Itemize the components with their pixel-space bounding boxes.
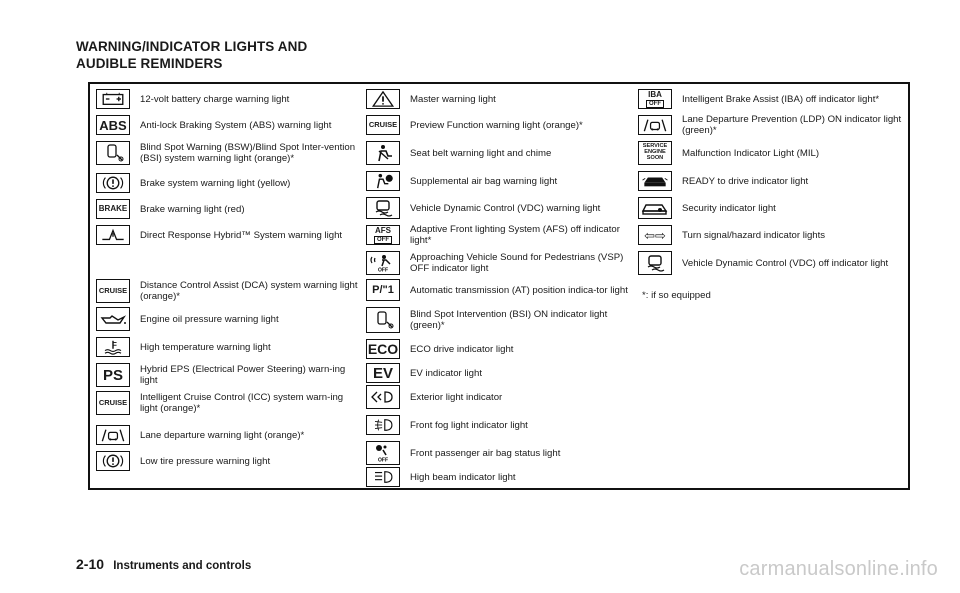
indicator-row	[366, 224, 636, 246]
indicator-label: Brake system warning light (yellow)	[140, 177, 291, 189]
blind-spot-icon	[96, 141, 130, 165]
indicator-label: ECO drive indicator light	[410, 343, 514, 355]
icon-glyph: SERVICE ENGINE SOON	[642, 143, 668, 161]
indicator-row	[366, 170, 636, 192]
indicator-row	[96, 198, 362, 220]
indicator-row	[96, 140, 362, 166]
lane-departure-icon	[96, 425, 130, 445]
ps-text-icon	[96, 363, 130, 387]
bsi-on-icon	[366, 307, 400, 333]
tire-pressure-icon	[96, 451, 130, 471]
indicator-label: 12-volt battery charge warning light	[140, 93, 290, 105]
air-bag-icon	[366, 171, 400, 191]
indicator-label: Front fog light indicator light	[410, 419, 528, 431]
vdc-off-icon	[638, 251, 672, 275]
icon-glyph: AFS OFF	[375, 225, 391, 243]
hybrid-system-icon	[96, 225, 130, 245]
indicator-row	[638, 170, 910, 192]
icon-glyph: ECO	[367, 341, 399, 357]
indicator-row	[96, 390, 362, 416]
indicator-label: Hybrid EPS (Electrical Power Steering) warn-ing light	[140, 364, 346, 386]
indicator-label: High beam indicator light	[410, 471, 516, 483]
indicator-label: Seat belt warning light and chime	[410, 147, 552, 159]
svg-text:OFF: OFF	[378, 457, 388, 463]
indicator-row	[366, 250, 636, 276]
icon-glyph: ABS	[99, 117, 127, 133]
seat-belt-icon	[366, 141, 400, 165]
indicator-row	[366, 306, 636, 334]
indicator-row	[96, 88, 362, 110]
indicator-row	[366, 114, 636, 136]
vdc-icon	[366, 197, 400, 219]
indicator-row	[96, 362, 362, 388]
temperature-icon	[96, 337, 130, 357]
security-car-icon	[638, 197, 672, 219]
indicator-row	[638, 250, 910, 276]
indicator-row	[638, 88, 910, 110]
indicator-label: Automatic transmission (AT) position indica-tor light	[410, 284, 628, 296]
indicator-row	[96, 424, 362, 446]
ev-text-icon	[366, 363, 400, 383]
indicator-label: Intelligent Brake Assist (IBA) off indicator light*	[682, 93, 880, 105]
indicator-label: Adaptive Front lighting System (AFS) off indicator light*	[410, 224, 620, 246]
indicator-row	[366, 384, 636, 410]
cruise-text-icon	[96, 279, 130, 303]
battery-icon	[96, 89, 130, 109]
indicator-label: Brake warning light (red)	[140, 203, 245, 215]
icon-glyph: ⇦⇨	[644, 227, 666, 243]
iba-off-icon	[638, 89, 672, 109]
indicator-label: Exterior light indicator	[410, 391, 503, 403]
indicator-label: Vehicle Dynamic Control (VDC) off indicator light	[682, 257, 889, 269]
indicator-row	[96, 172, 362, 194]
footnote: *: if so equipped	[642, 290, 711, 301]
section-name: Instruments and controls	[113, 560, 252, 572]
icon-glyph: CRUISE	[98, 398, 128, 408]
indicator-row	[638, 224, 910, 246]
page-number: 2-10	[76, 556, 105, 572]
indicator-label: Blind Spot Intervention (BSI) ON indicator light (green)*	[410, 309, 608, 331]
section-title	[76, 38, 307, 72]
icon-glyph: EV	[372, 364, 393, 382]
indicator-label: EV indicator light	[410, 367, 482, 379]
icon-glyph: PS	[102, 366, 123, 384]
ldp-on-icon	[638, 115, 672, 135]
indicator-label: Security indicator light	[682, 202, 776, 214]
indicator-label: Front passenger air bag status light	[410, 447, 561, 459]
indicator-row	[366, 362, 636, 384]
title-line-2: AUDIBLE REMINDERS	[76, 56, 223, 71]
indicator-row	[638, 114, 910, 136]
indicator-label: READY to drive indicator light	[682, 175, 809, 187]
master-warning-icon	[366, 89, 400, 109]
indicator-row	[366, 440, 636, 466]
icon-glyph: P/"1	[372, 283, 394, 296]
indicator-label: Approaching Vehicle Sound for Pedestrians (VSP) OFF indicator light	[410, 252, 624, 274]
icon-glyph: CRUISE	[98, 286, 128, 296]
indicator-label: Blind Spot Warning (BSW)/Blind Spot Inter-vention (BSI) system warning light (orange)*	[140, 142, 356, 164]
indicator-row	[366, 278, 636, 302]
brake-circle-icon	[96, 173, 130, 193]
indicator-row	[366, 196, 636, 220]
eco-text-icon	[366, 339, 400, 359]
indicator-label: Lane departure warning light (orange)*	[140, 429, 305, 441]
indicator-label: Lane Departure Prevention (LDP) ON indicator light (green)*	[682, 114, 902, 136]
fog-light-icon	[366, 415, 400, 435]
indicator-row	[96, 278, 362, 304]
cruise-text-icon	[96, 391, 130, 415]
turn-signal-icon	[638, 225, 672, 245]
icon-glyph: CRUISE	[368, 120, 398, 130]
indicator-row	[638, 140, 910, 166]
indicator-row	[366, 338, 636, 360]
indicator-label: Master warning light	[410, 93, 496, 105]
service-engine-icon	[638, 141, 672, 165]
indicator-row	[366, 466, 636, 488]
indicator-table	[88, 82, 910, 490]
indicator-row	[96, 306, 362, 332]
abs-text-icon	[96, 115, 130, 135]
indicator-label: Preview Function warning light (orange)*	[410, 119, 583, 131]
indicator-row	[96, 114, 362, 136]
icon-glyph: IBA OFF	[646, 91, 664, 108]
at-position-icon	[366, 279, 400, 301]
cruise-text-icon	[366, 115, 400, 135]
indicator-label: Intelligent Cruise Control (ICC) system warn-ing light (orange)*	[140, 392, 344, 414]
indicator-row	[638, 196, 910, 220]
svg-text:OFF: OFF	[378, 267, 388, 273]
indicator-label: Distance Control Assist (DCA) system warning light (orange)*	[140, 280, 358, 302]
indicator-label: Low tire pressure warning light	[140, 455, 271, 467]
indicator-row	[96, 224, 362, 246]
indicator-label: Direct Response Hybrid™ System warning light	[140, 229, 343, 241]
oil-can-icon	[96, 307, 130, 331]
indicator-row	[366, 88, 636, 110]
title-line-1: WARNING/INDICATOR LIGHTS AND	[76, 39, 308, 54]
passenger-airbag-icon	[366, 441, 400, 465]
indicator-label: Anti-lock Braking System (ABS) warning light	[140, 119, 332, 131]
indicator-label: Vehicle Dynamic Control (VDC) warning light	[410, 202, 601, 214]
brake-text-icon	[96, 199, 130, 219]
afs-off-icon	[366, 225, 400, 245]
indicator-label: Malfunction Indicator Light (MIL)	[682, 147, 820, 159]
indicator-label: High temperature warning light	[140, 341, 271, 353]
indicator-row	[96, 336, 362, 358]
indicator-label: Supplemental air bag warning light	[410, 175, 558, 187]
icon-glyph: BRAKE	[98, 204, 128, 213]
indicator-row	[366, 414, 636, 436]
indicator-row	[366, 140, 636, 166]
watermark: carmanualsonline.info	[739, 558, 938, 580]
indicator-row	[96, 450, 362, 472]
vsp-off-icon	[366, 251, 400, 275]
indicator-label: Engine oil pressure warning light	[140, 313, 279, 325]
ready-car-icon	[638, 171, 672, 191]
high-beam-icon	[366, 467, 400, 487]
indicator-label: Turn signal/hazard indicator lights	[682, 229, 826, 241]
exterior-light-icon	[366, 385, 400, 409]
page-footer	[76, 556, 251, 572]
